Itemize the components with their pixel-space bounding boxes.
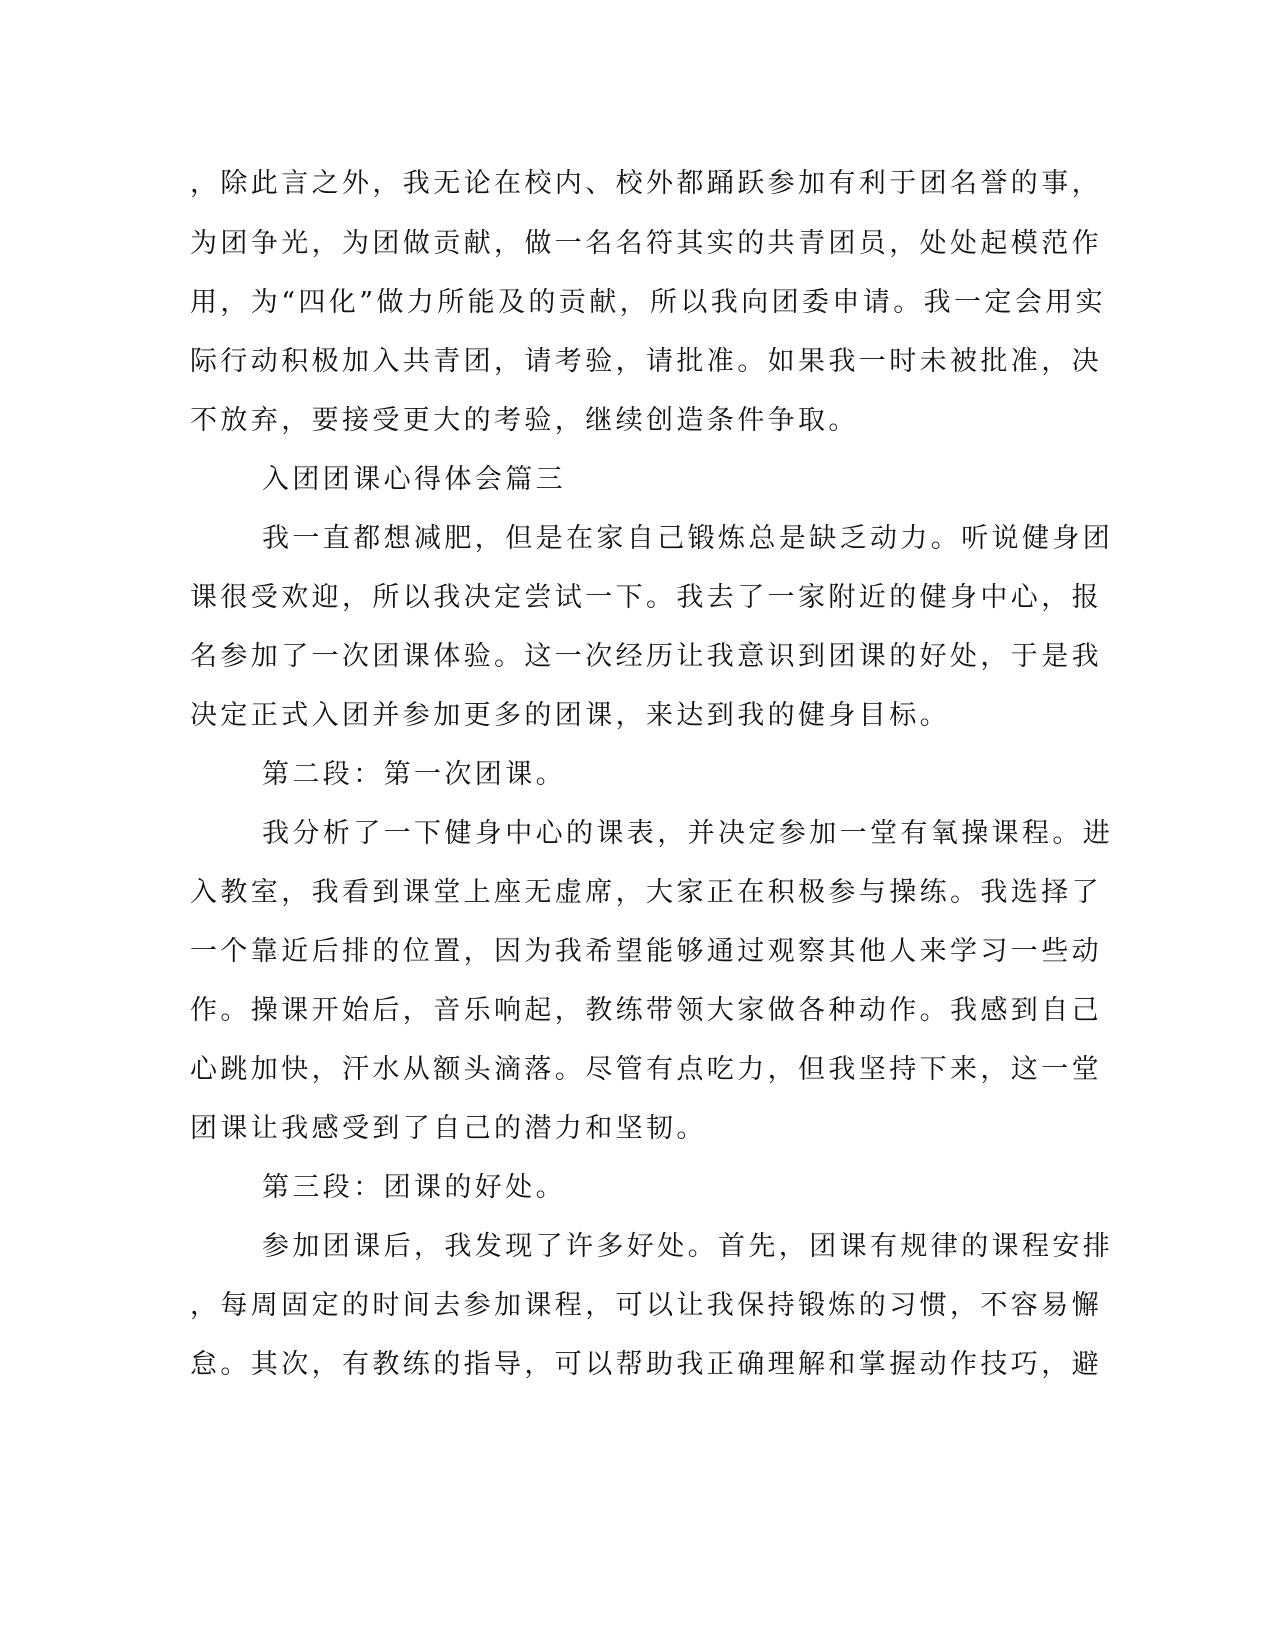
text-line: 不放弃，要接受更大的考验，继续创造条件争取。: [190, 405, 859, 436]
text-line: 作。操课开始后，音乐响起，教练带领大家做各种动作。我感到自己: [190, 995, 1102, 1026]
paragraph-first-line: 我一直都想减肥，但是在家自己锻炼总是缺乏动力。听说健身团: [262, 523, 1114, 554]
text-line: 心跳加快，汗水从额头滴落。尽管有点吃力，但我坚持下来，这一堂: [190, 1054, 1102, 1085]
text-line: ，每周固定的时间去参加课程，可以让我保持锻炼的习惯，不容易懈: [190, 1290, 1102, 1321]
section-heading: 第二段：第一次团课。: [262, 759, 566, 790]
section-heading: 入团团课心得体会篇三: [262, 464, 566, 495]
text-line: 用，为“四化”做力所能及的贡献，所以我向团委申请。我一定会用实: [190, 287, 1107, 318]
text-line: 课很受欢迎，所以我决定尝试一下。我去了一家附近的健身中心，报: [190, 582, 1102, 613]
text-line: 为团争光，为团做贡献，做一名名符其实的共青团员，处处起模范作: [190, 228, 1102, 259]
text-line: 怠。其次，有教练的指导，可以帮助我正确理解和掌握动作技巧，避: [190, 1349, 1102, 1380]
text-line: 一个靠近后排的位置，因为我希望能够通过观察其他人来学习一些动: [190, 936, 1102, 967]
text-line: 入教室，我看到课堂上座无虚席，大家正在积极参与操练。我选择了: [190, 877, 1102, 908]
text-line: 决定正式入团并参加更多的团课，来达到我的健身目标。: [190, 700, 950, 731]
paragraph-first-line: 参加团课后，我发现了许多好处。首先，团课有规律的课程安排: [262, 1231, 1114, 1262]
text-line: 名参加了一次团课体验。这一次经历让我意识到团课的好处，于是我: [190, 641, 1102, 672]
text-line: ，除此言之外，我无论在校内、校外都踊跃参加有利于团名誉的事，: [190, 168, 1102, 199]
text-line: 团课让我感受到了自己的潜力和坚韧。: [190, 1113, 707, 1144]
section-heading: 第三段：团课的好处。: [262, 1172, 566, 1203]
text-line: 际行动积极加入共青团，请考验，请批准。如果我一时未被批准，决: [190, 346, 1102, 377]
paragraph-first-line: 我分析了一下健身中心的课表，并决定参加一堂有氧操课程。进: [262, 818, 1114, 849]
